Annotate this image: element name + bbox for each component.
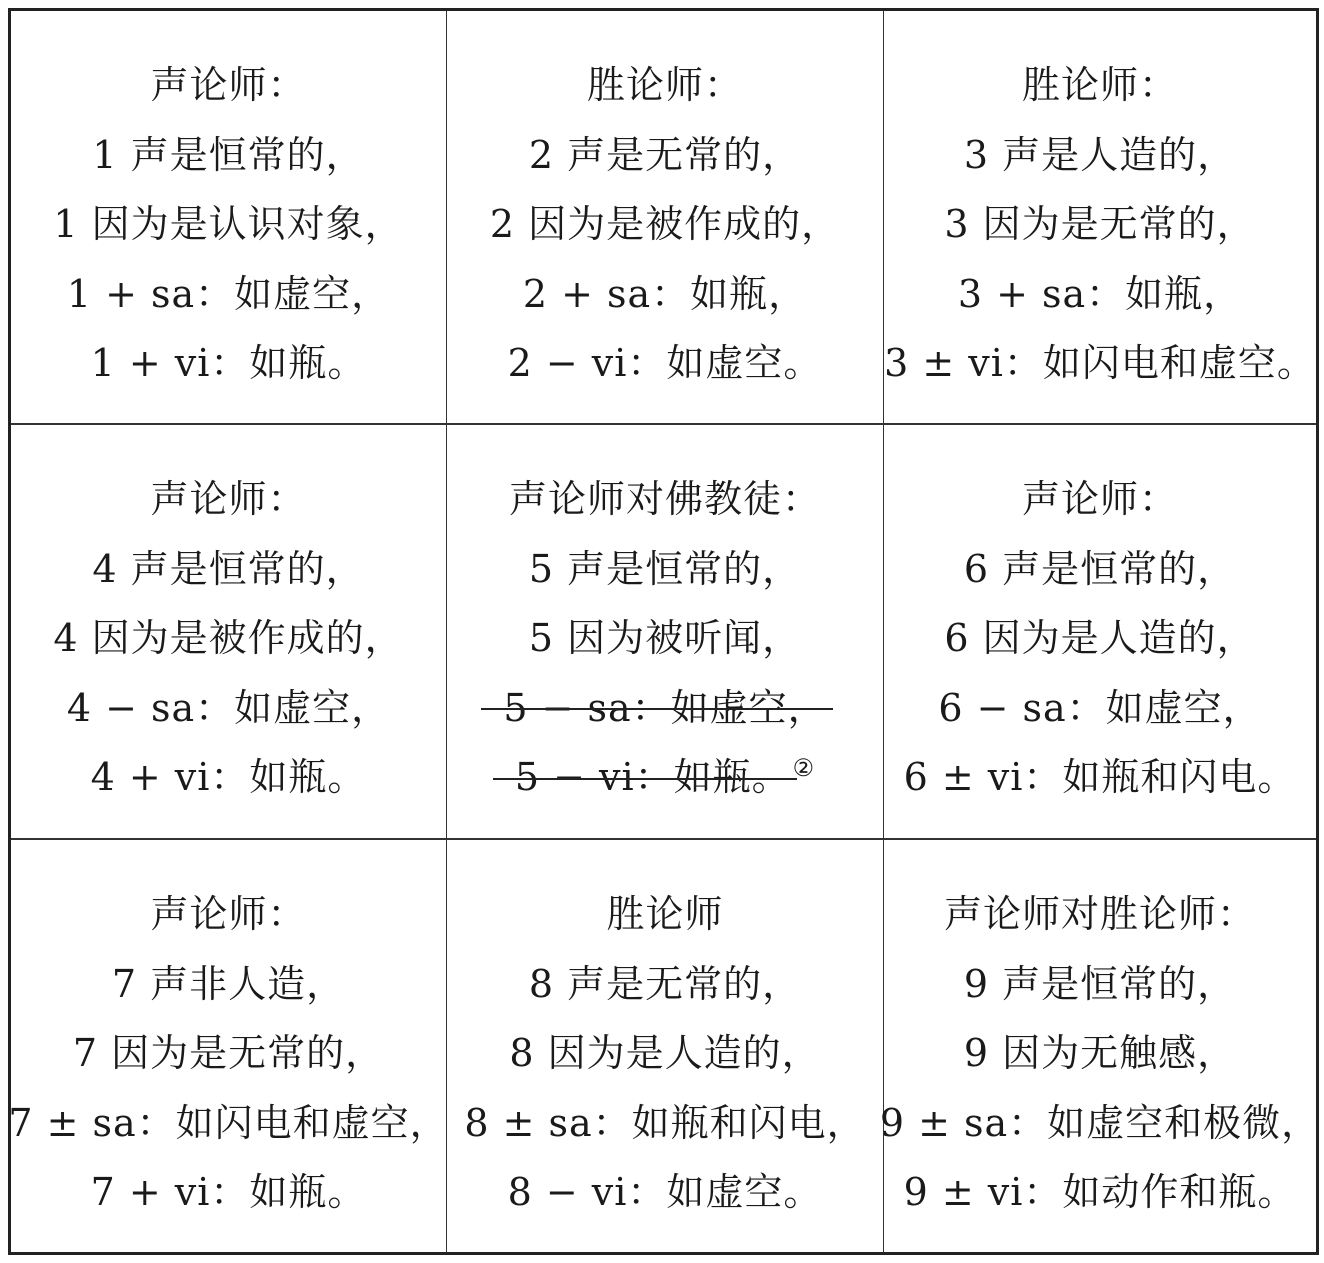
cell-similar-example: 1 + sa：如虚空，	[66, 271, 391, 316]
table-cell-4	[11, 425, 447, 840]
cell-similar-example: 7 ± sa：如闪电和虚空，	[8, 1100, 449, 1145]
cell-reason: 6 因为是人造的，	[944, 616, 1256, 660]
cell-dissimilar-example: 4 + vi：如瓶。	[90, 755, 367, 799]
cell-thesis: 3 声是人造的，	[963, 132, 1237, 177]
cell-title: 胜论师	[606, 892, 724, 936]
cell-title: 胜论师：	[1021, 63, 1178, 107]
cell-title: 声论师：	[150, 892, 307, 936]
cell-dissimilar-example-struck	[515, 743, 815, 813]
cell-similar-example-struck	[503, 674, 826, 744]
cell-title: 声论师对佛教徒：	[508, 477, 821, 521]
table-cell-9	[879, 840, 1321, 1252]
cell-similar-example: 2 + sa：如瓶，	[522, 271, 808, 316]
table-cell-7	[8, 840, 449, 1252]
cell-thesis: 6 声是恒常的，	[963, 546, 1237, 591]
cell-similar-example: 6 − sa：如虚空，	[938, 685, 1262, 730]
cell-thesis: 2 声是无常的，	[528, 132, 802, 177]
wheel-of-reasons-table	[8, 8, 1319, 1255]
cell-dissimilar-example: 3 ± vi：如闪电和虚空。	[884, 341, 1316, 385]
cell-dissimilar-example: 7 + vi：如瓶。	[90, 1170, 367, 1214]
table-cell-3	[884, 11, 1316, 425]
cell-reason: 5 因为被听闻，	[528, 616, 802, 660]
cell-dissimilar-example: 9 ± vi：如动作和瓶。	[903, 1170, 1297, 1214]
cell-reason: 3 因为是无常的，	[944, 202, 1256, 246]
struck-text: 5 − sa：如虚空，	[503, 674, 826, 744]
cell-thesis: 4 声是恒常的，	[92, 546, 365, 591]
cell-similar-example: 4 − sa：如虚空，	[66, 685, 391, 730]
cell-reason: 9 因为无触感，	[963, 1031, 1237, 1075]
cell-title: 胜论师：	[586, 63, 743, 107]
cell-reason: 4 因为是被作成的，	[53, 616, 404, 660]
cell-title: 声论师对胜论师：	[943, 892, 1256, 936]
cell-title: 声论师：	[1021, 477, 1178, 521]
cell-dissimilar-example: 1 + vi：如瓶。	[90, 341, 367, 385]
cell-title: 声论师：	[150, 63, 307, 107]
table-cell-1	[11, 11, 447, 425]
table-cell-6	[884, 425, 1316, 840]
cell-reason: 7 因为是无常的，	[72, 1031, 385, 1075]
cell-similar-example: 8 ± sa：如瓶和闪电，	[464, 1100, 866, 1145]
struck-text: 5 − vi：如瓶。	[515, 743, 791, 813]
cell-reason: 1 因为是认识对象，	[53, 202, 404, 246]
cell-similar-example: 3 + sa：如瓶，	[957, 271, 1243, 316]
cell-thesis: 8 声是无常的，	[528, 961, 802, 1006]
table-cell-5	[447, 425, 884, 840]
footnote-marker: ②	[792, 754, 816, 783]
cell-reason: 2 因为是被作成的，	[489, 202, 841, 246]
cell-dissimilar-example: 6 ± vi：如瓶和闪电。	[903, 755, 1297, 799]
cell-similar-example: 9 ± sa：如虚空和极微，	[879, 1100, 1321, 1145]
cell-dissimilar-example: 8 − vi：如虚空。	[507, 1170, 823, 1214]
table-cell-8	[447, 840, 884, 1252]
cell-thesis: 5 声是恒常的，	[528, 546, 802, 591]
cell-dissimilar-example: 2 − vi：如虚空。	[507, 341, 823, 385]
cell-thesis: 1 声是恒常的，	[92, 132, 365, 177]
cell-thesis: 9 声是恒常的，	[963, 961, 1237, 1006]
cell-thesis: 7 声非人造，	[111, 961, 346, 1006]
table-cell-2	[447, 11, 884, 425]
cell-reason: 8 因为是人造的，	[509, 1031, 821, 1075]
cell-title: 声论师：	[150, 477, 307, 521]
